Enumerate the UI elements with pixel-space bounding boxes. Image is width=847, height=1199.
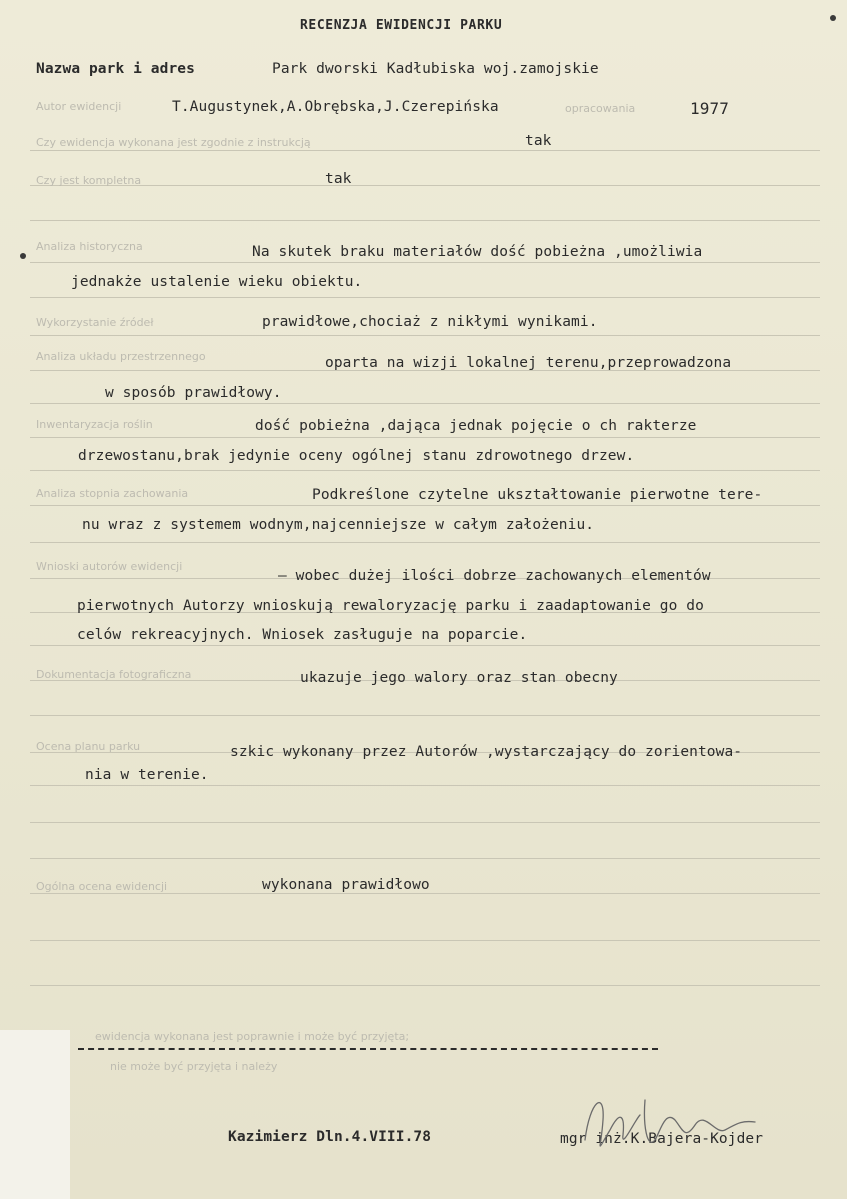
signature-scribble	[565, 1080, 785, 1160]
sources-value: prawidłowe,chociaż z nikłymi wynikami.	[262, 314, 598, 330]
overall-label: Ogólna ocena ewidencji	[36, 880, 168, 893]
reviewer-name: mgr inż.K.Bajera-Kojder	[560, 1131, 764, 1147]
form-line	[30, 858, 820, 859]
spatial-label: Analiza układu przestrzennego	[36, 350, 206, 363]
year-value: 1977	[690, 99, 729, 118]
conclusions-value-line3: celów rekreacyjnych. Wniosek zasługuje na poparcie.	[77, 627, 528, 643]
authors-label: Autor ewidencji	[36, 100, 122, 113]
preservation-value-line2: nu wraz z systemem wodnym,najcenniejsze w całym założeniu.	[82, 517, 595, 533]
bottom-form-line1: ewidencja wykonana jest poprawnie i może być przyjęta;	[95, 1030, 410, 1043]
complete-value: tak	[325, 171, 352, 187]
form-line	[30, 985, 820, 986]
inventory-label: Inwentaryzacja roślin	[36, 418, 153, 431]
prepared-label: opracowania	[565, 102, 636, 115]
overall-value: wykonana prawidłowo	[262, 877, 430, 893]
form-line	[30, 335, 820, 336]
conclusions-value-line2: pierwotnych Autorzy wnioskują rewaloryzację parku i zaadaptowanie go do	[77, 598, 704, 614]
historical-value-line2: jednakże ustalenie wieku obiektu.	[71, 274, 363, 290]
form-line	[30, 785, 820, 786]
document-title: RECENZJA EWIDENCJI PARKU	[300, 18, 503, 33]
plan-label: Ocena planu parku	[36, 740, 141, 753]
form-line	[30, 470, 820, 471]
compliance-value: tak	[525, 133, 552, 149]
form-line	[30, 220, 820, 221]
strikethrough-line	[78, 1048, 658, 1050]
place-date: Kazimierz Dln.4.VIII.78	[228, 1129, 432, 1145]
form-line	[30, 403, 820, 404]
complete-label: Czy jest kompletna	[36, 174, 142, 187]
paper-edge	[0, 1030, 70, 1199]
form-line	[30, 262, 820, 263]
historical-value-line1: Na skutek braku materiałów dość pobieżna ,umożliwia	[252, 244, 703, 260]
park-name-value: Park dworski Kadłubiska woj.zamojskie	[272, 61, 599, 77]
spatial-value-line1: oparta na wizji lokalnej terenu,przeprowadzona	[325, 355, 732, 371]
form-line	[30, 437, 820, 438]
form-line	[30, 645, 820, 646]
inventory-value-line1: dość pobieżna ,dająca jednak pojęcie o ch rakterze	[255, 418, 697, 434]
form-line	[30, 542, 820, 543]
conclusions-value-line1: — wobec dużej ilości dobrze zachowanych elementów	[278, 568, 711, 584]
preservation-value-line1: Podkreślone czytelne ukształtowanie pierwotne tere-	[312, 487, 763, 503]
photos-label: Dokumentacja fotograficzna	[36, 668, 192, 681]
historical-label: Analiza historyczna	[36, 240, 143, 253]
form-line	[30, 893, 820, 894]
form-line	[30, 822, 820, 823]
compliance-label: Czy ewidencja wykonana jest zgodnie z instrukcją	[36, 136, 311, 149]
plan-value-line1: szkic wykonany przez Autorów ,wystarczający do zorientowa-	[230, 744, 743, 760]
bottom-form-line2: nie może być przyjęta i należy	[110, 1060, 278, 1073]
punch-hole	[20, 253, 26, 259]
conclusions-label: Wnioski autorów ewidencji	[36, 560, 183, 573]
inventory-value-line2: drzewostanu,brak jedynie oceny ogólnej stanu zdrowotnego drzew.	[78, 448, 635, 464]
form-line	[30, 185, 820, 186]
form-line	[30, 715, 820, 716]
authors-value: T.Augustynek,A.Obrębska,J.Czerepińska	[172, 99, 499, 115]
form-line	[30, 297, 820, 298]
form-line	[30, 940, 820, 941]
spatial-value-line2: w sposób prawidłowy.	[105, 385, 282, 401]
punch-hole	[830, 15, 836, 21]
form-line	[30, 150, 820, 151]
preservation-label: Analiza stopnia zachowania	[36, 487, 189, 500]
form-line	[30, 505, 820, 506]
plan-value-line2: nia w terenie.	[85, 767, 209, 783]
park-name-label: Nazwa park i adres	[36, 61, 195, 77]
sources-label: Wykorzystanie źródeł	[36, 316, 154, 329]
photos-value: ukazuje jego walory oraz stan obecny	[300, 670, 618, 686]
